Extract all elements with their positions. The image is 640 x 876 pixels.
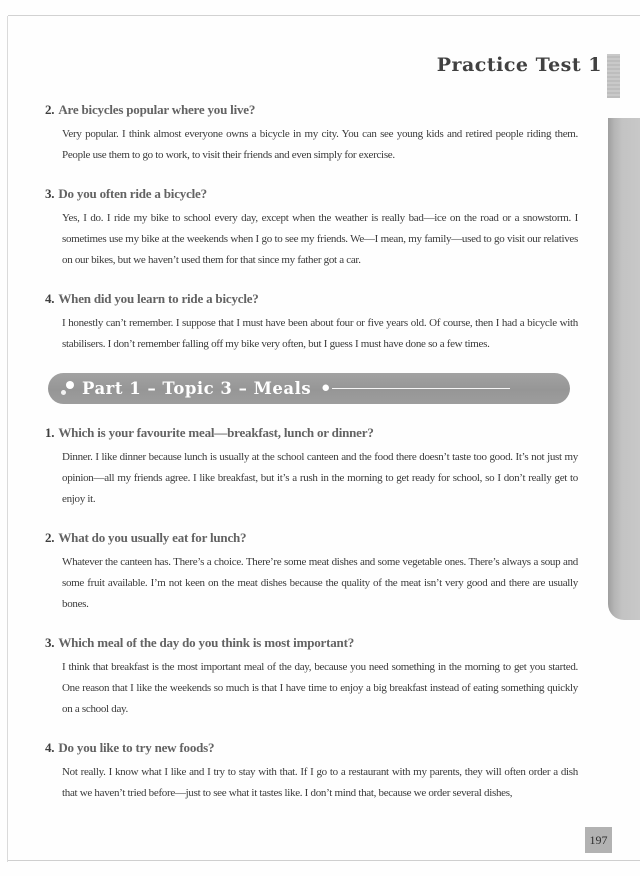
question-number: 4. — [45, 291, 55, 306]
topic-banner-title: Part 1 – Topic 3 – Meals — [82, 379, 312, 398]
question-heading — [45, 184, 578, 204]
question-number: 2. — [45, 102, 55, 117]
dot-icon — [61, 390, 66, 395]
question-number: 1. — [45, 425, 55, 440]
page-number-badge: 197 — [585, 827, 612, 853]
page-title: Practice Test 1 — [436, 54, 602, 76]
question-heading — [45, 738, 578, 758]
question-text: When did you learn to ride a bicycle? — [58, 291, 259, 306]
answer-text: Dinner. I like dinner because lunch is usually at the school canteen and the food there doesn’t taste too good. It’s not just my opinion—all my friends agree. I like breakfast, but it’s a rush in the morning to get ready for school, so I don’t really get to enjoy it. — [62, 451, 578, 505]
qa-block — [45, 633, 578, 720]
qa-block — [45, 289, 578, 355]
topic-banner — [48, 373, 570, 404]
qa-block — [45, 738, 578, 804]
question-heading — [45, 289, 578, 309]
answer-text: Yes, I do. I ride my bike to school every day, except when the weather is really bad—ice on the road or a snowstorm. I sometimes use my bike at the weekends when I go to see my friends. We—I mean, my family—used to go visit our relatives on our bikes, but we haven’t used them for that since my father got a car. — [62, 212, 578, 266]
question-number: 2. — [45, 530, 55, 545]
question-number: 4. — [45, 740, 55, 755]
qa-block — [45, 184, 578, 271]
page-content — [45, 100, 578, 822]
bullet-icon: ● — [321, 380, 331, 396]
answer-text: I honestly can’t remember. I suppose that I must have been about four or five years old. Of course, then I had a bicycle with stabilisers. I don’t remember falling off my bike very often, but I guess I must have done so a few times. — [62, 317, 578, 350]
question-text: Do you often ride a bicycle? — [58, 186, 207, 201]
qa-block — [45, 528, 578, 615]
question-text: Which meal of the day do you think is most important? — [58, 635, 355, 650]
book-edge-band — [608, 118, 640, 620]
question-heading — [45, 100, 578, 120]
answer-text: Whatever the canteen has. There’s a choice. There’re some meat dishes and some vegetable ones. There’s always a soup and some fruit available. I’m not keen on the meat dishes because the quality of the meat isn’t very good and there are usually bones. — [62, 556, 578, 610]
answer-text: Not really. I know what I like and I try to stay with that. If I go to a restaurant with my parents, they will often order a dish that we haven’t tried before—just to see what it tastes like. I don’t mind that, because we order several dishes, — [62, 766, 578, 799]
question-number: 3. — [45, 635, 55, 650]
qa-block — [45, 100, 578, 166]
qa-block — [45, 423, 578, 510]
page-edge-bottom — [8, 860, 640, 861]
dot-icon — [66, 381, 74, 389]
header-edge-tab — [607, 54, 620, 98]
banner-rule-line — [332, 388, 510, 389]
question-heading — [45, 423, 578, 443]
question-text: Which is your favourite meal—breakfast, lunch or dinner? — [58, 425, 374, 440]
question-number: 3. — [45, 186, 55, 201]
question-text: Do you like to try new foods? — [58, 740, 215, 755]
question-heading — [45, 528, 578, 548]
banner-dots-icon — [60, 381, 75, 396]
question-text: What do you usually eat for lunch? — [58, 530, 247, 545]
answer-text: Very popular. I think almost everyone owns a bicycle in my city. You can see young kids and retired people riding them. People use them to go to work, to visit their friends and even simply for exercise. — [62, 128, 578, 161]
page-edge-left — [7, 16, 8, 862]
page-edge-top — [8, 15, 640, 16]
answer-text: I think that breakfast is the most important meal of the day, because you need something in the morning to get you started. One reason that I like the weekends so much is that I have time to enjoy a big breakfast instead of eating something quickly on a school day. — [62, 661, 578, 715]
question-text: Are bicycles popular where you live? — [58, 102, 256, 117]
question-heading — [45, 633, 578, 653]
